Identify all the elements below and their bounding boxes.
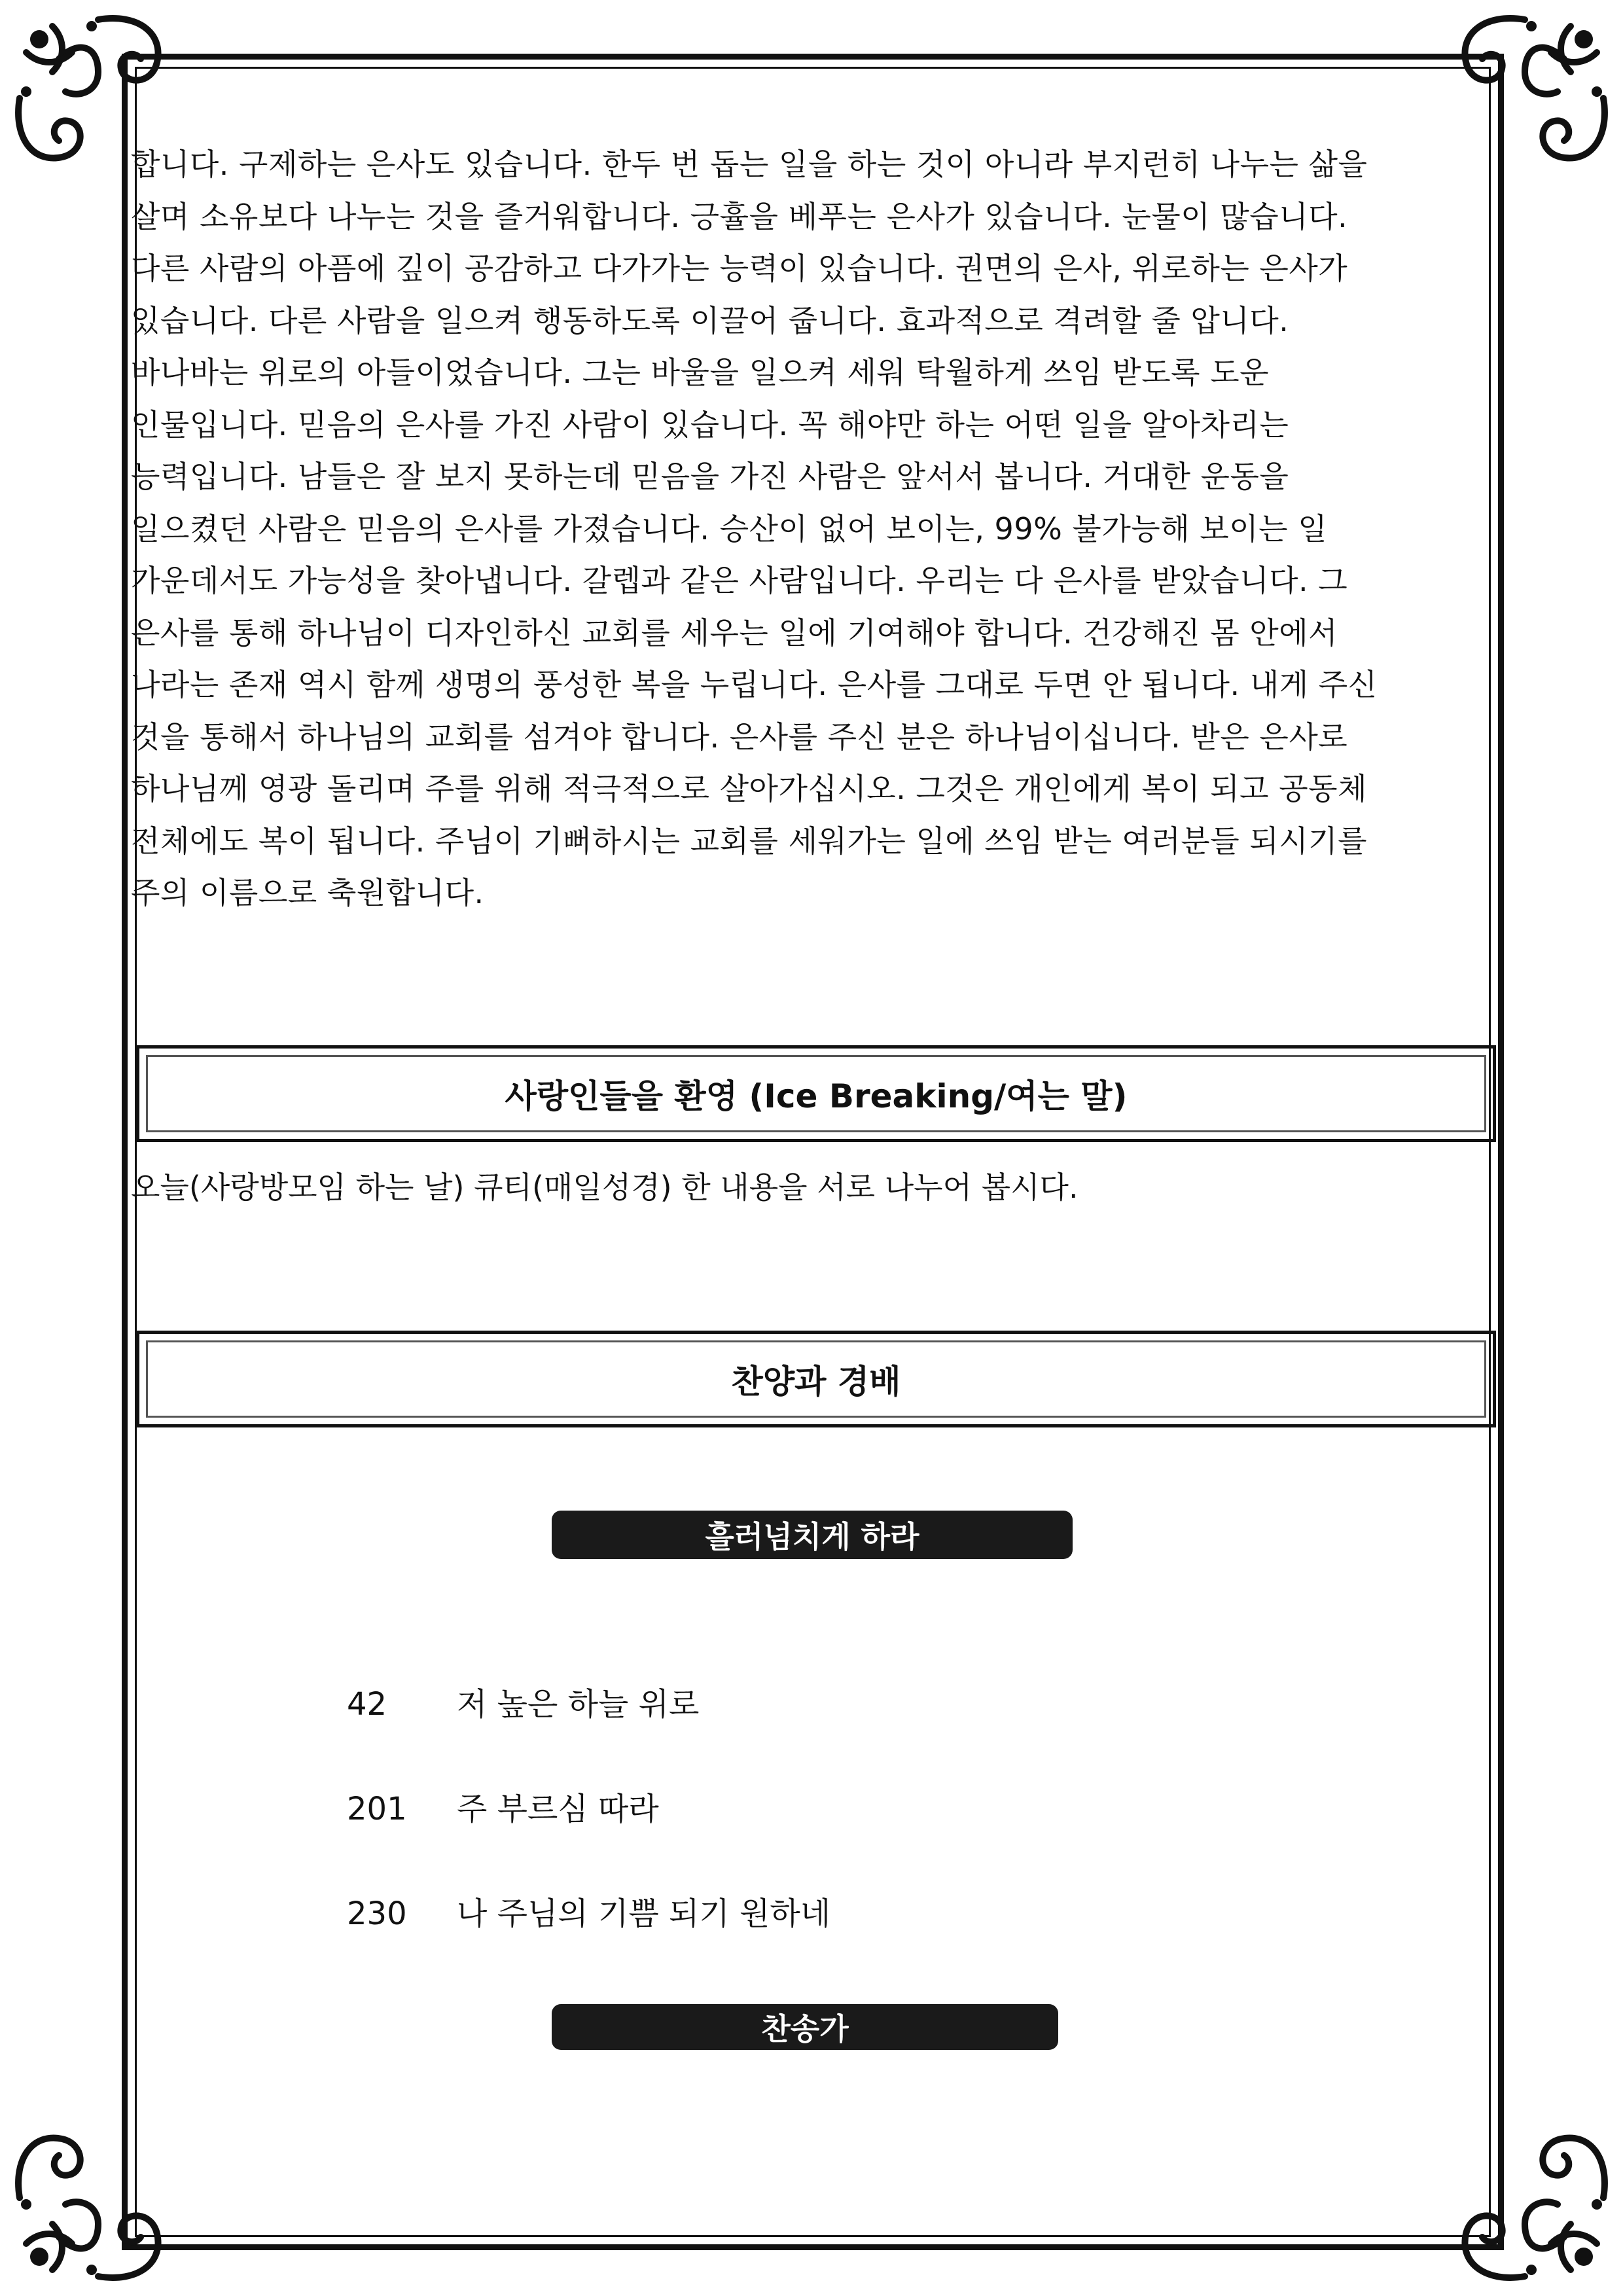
paragraph-line: 합니다. 구제하는 은사도 있습니다. 한두 번 돕는 일을 하는 것이 아니라 부지런히 나누는 삶을 bbox=[131, 147, 1368, 182]
paragraph-line: 능력입니다. 남들은 잘 보지 못하는데 믿음을 가진 사람은 앞서서 봅니다. 거대한 운동을 bbox=[131, 459, 1289, 494]
hymn-title: 주 부르심 따라 bbox=[457, 1791, 659, 1827]
paragraph-line: 살며 소유보다 나누는 것을 즐거워합니다. 긍휼을 베푸는 은사가 있습니다. 눈물이 많습니다. bbox=[131, 198, 1348, 234]
hymn-number: 42 bbox=[347, 1686, 387, 1723]
paragraph-line: 것을 통해서 하나님의 교회를 섬겨야 합니다. 은사를 주신 분은 하나님이십니다. 받은 은사로 bbox=[131, 719, 1348, 755]
hymn-number: 230 bbox=[347, 1895, 407, 1932]
corner-ornament-icon bbox=[1427, 2100, 1623, 2296]
paragraph-line: 주의 이름으로 축원합니다. bbox=[131, 875, 484, 910]
paragraph-line: 있습니다. 다른 사람을 일으켜 행동하도록 이끌어 줍니다. 효과적으로 격려할 줄 압니다. bbox=[131, 302, 1289, 338]
paragraph-line: 인물입니다. 믿음의 은사를 가진 사람이 있습니다. 꼭 해야만 하는 어떤 일을 알아차리는 bbox=[131, 406, 1289, 442]
hymn-title: 나 주님의 기쁨 되기 원하네 bbox=[457, 1895, 831, 1932]
hymn-number: 201 bbox=[347, 1791, 407, 1827]
hymn-row bbox=[347, 1784, 659, 1829]
section-title: 사랑인들을 환영 (Ice Breaking/여는 말) bbox=[146, 1055, 1486, 1132]
corner-ornament-icon bbox=[0, 2100, 196, 2296]
paragraph-line: 다른 사람의 아픔에 깊이 공감하고 다가가는 능력이 있습니다. 권면의 은사, 위로하는 은사가 bbox=[131, 251, 1348, 286]
sermon-paragraph bbox=[131, 139, 1492, 920]
section-header-icebreaking bbox=[136, 1045, 1496, 1142]
hymn-row bbox=[347, 1679, 699, 1724]
hymn-title: 저 높은 하늘 위로 bbox=[457, 1686, 700, 1723]
section-title: 찬양과 경배 bbox=[146, 1340, 1486, 1418]
paragraph-line: 하나님께 영광 돌리며 주를 위해 적극적으로 살아가십시오. 그것은 개인에게 복이 되고 공동체 bbox=[131, 771, 1368, 806]
paragraph-line: 은사를 통해 하나님이 디자인하신 교회를 세우는 일에 기여해야 합니다. 건강해진 몸 안에서 bbox=[131, 615, 1338, 651]
song-label-pill: 흘러넘치게 하라 bbox=[552, 1511, 1073, 1559]
paragraph-line: 바나바는 위로의 아들이었습니다. 그는 바울을 일으켜 세워 탁월하게 쓰임 받도록 도운 bbox=[131, 355, 1270, 390]
hymnal-label-pill: 찬송가 bbox=[552, 2004, 1058, 2050]
hymn-row bbox=[347, 1888, 830, 1933]
paragraph-line: 나라는 존재 역시 함께 생명의 풍성한 복을 누립니다. 은사를 그대로 두면 안 됩니다. 내게 주신 bbox=[131, 667, 1378, 702]
paragraph-line: 가운데서도 가능성을 찾아냅니다. 갈렙과 같은 사람입니다. 우리는 다 은사를 받았습니다. 그 bbox=[131, 563, 1348, 598]
paragraph-line: 일으켰던 사람은 믿음의 은사를 가졌습니다. 승산이 없어 보이는, 99% 불가능해 보이는 일 bbox=[131, 511, 1328, 547]
icebreaking-instruction: 오늘(사랑방모임 하는 날) 큐티(매일성경) 한 내용을 서로 나누어 봅시다. bbox=[131, 1170, 1079, 1205]
section-header-worship bbox=[136, 1331, 1496, 1427]
paragraph-line: 전체에도 복이 됩니다. 주님이 기뻐하시는 교회를 세워가는 일에 쓰임 받는 여러분들 되시기를 bbox=[131, 823, 1368, 859]
